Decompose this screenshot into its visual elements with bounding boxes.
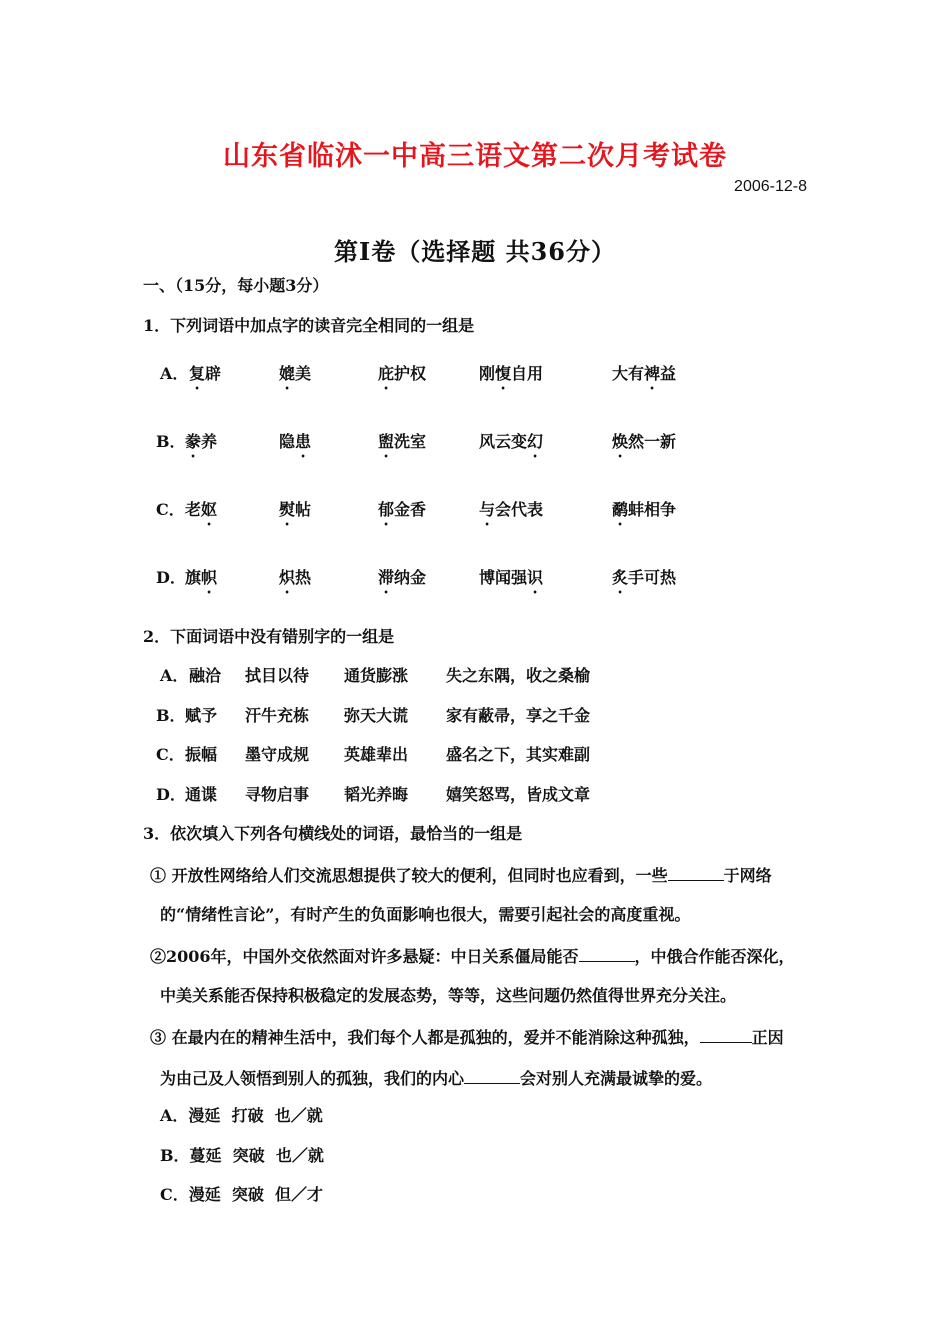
q2-option-b-word-4: 家有蔽帚，享之千金 xyxy=(446,706,591,725)
fill-blank xyxy=(700,1026,752,1043)
q1-option-a-word-1: 复辟 xyxy=(189,364,222,383)
q1-option-a-label: A． xyxy=(160,364,189,383)
q3-s2-part-b: ，中俄合作能否深化， xyxy=(634,947,795,966)
q2-option-b-word-3: 弥天大谎 xyxy=(344,706,409,725)
part-heading: 一、（15分，每小题3分） xyxy=(143,276,329,295)
q1-option-d-word-2: 炽热 xyxy=(279,568,312,587)
q1-option-c-word-3: 郁金香 xyxy=(378,500,427,519)
fill-blank xyxy=(668,864,724,881)
q3-sentence-3-line-2 xyxy=(160,1067,712,1089)
q3-sentence-2-line-1 xyxy=(150,945,795,967)
emphasized-char: 与 xyxy=(479,500,496,519)
emphasized-char: 豢 xyxy=(185,432,202,451)
emphasized-char: 炙 xyxy=(612,568,629,587)
q2-option-b-word-1: 赋予 xyxy=(185,706,218,725)
q1-option-a-word-5: 大有裨益 xyxy=(612,364,677,383)
q2-option-c-word-4: 盛名之下，其实难副 xyxy=(446,745,591,764)
q3-s1-part-b: 于网络 xyxy=(723,866,772,885)
q1-stem: 1．下列词语中加点字的读音完全相同的一组是 xyxy=(143,316,475,335)
emphasized-char: 识 xyxy=(527,568,544,587)
q3-option-b xyxy=(160,1146,324,1166)
q3-option-b-label: B． xyxy=(160,1146,190,1165)
emphasized-char: 郁 xyxy=(378,500,395,519)
q2-option-b-word-2: 汗牛充栋 xyxy=(245,706,310,725)
fill-blank xyxy=(579,945,635,962)
emphasized-char: 患 xyxy=(295,432,312,451)
q1-option-b-word-3: 盥洗室 xyxy=(378,432,427,451)
q2-option-c-word-3: 英雄辈出 xyxy=(344,745,409,764)
q3-option-b-text: 蔓延 突破 也／就 xyxy=(189,1146,324,1165)
q1-option-d-word-5: 炙手可热 xyxy=(612,568,677,587)
q3-sentence-1-line-2: 的“情绪性言论”，有时产生的负面影响也很大，需要引起社会的高度重视。 xyxy=(160,905,691,924)
q2-option-d-word-3: 韬光养晦 xyxy=(344,785,409,804)
emphasized-char: 盥 xyxy=(378,432,395,451)
q1-option-c-word-5: 鹬蚌相争 xyxy=(612,500,677,519)
q2-option-a-word-1: 融洽 xyxy=(189,666,222,685)
fill-blank xyxy=(464,1067,520,1084)
emphasized-char: 妪 xyxy=(201,500,218,519)
emphasized-char: 愎 xyxy=(495,364,512,383)
emphasized-char: 裨 xyxy=(644,364,661,383)
q1-option-d-word-1: 旗帜 xyxy=(185,568,218,587)
q3-option-a xyxy=(160,1106,323,1126)
q1-option-d-word-4: 博闻强识 xyxy=(479,568,544,587)
q2-option-b-label: B． xyxy=(156,706,186,725)
emphasized-char: 焕 xyxy=(612,432,629,451)
q2-option-a-word-4: 失之东隅，收之桑榆 xyxy=(446,666,591,685)
page-title: 山东省临沭一中高三语文第二次月考试卷 xyxy=(223,141,727,172)
q3-sentence-2-line-2: 中美关系能否保持积极稳定的发展态势，等等，这些问题仍然值得世界充分关注。 xyxy=(160,986,737,1005)
q1-option-c-word-4: 与会代表 xyxy=(479,500,544,519)
emphasized-char: 鹬 xyxy=(612,500,629,519)
q1-option-d-label: D． xyxy=(156,568,186,587)
emphasized-char: 幻 xyxy=(527,432,544,451)
q2-option-d-word-4: 嬉笑怒骂，皆成文章 xyxy=(446,785,591,804)
q3-s2-part-a: ②2006年，中国外交依然面对许多悬疑：中日关系僵局能否 xyxy=(150,947,579,966)
q2-option-c-word-2: 墨守成规 xyxy=(245,745,310,764)
q3-option-c-label: C． xyxy=(160,1185,189,1204)
q2-option-a-label: A． xyxy=(160,666,189,685)
q3-option-a-text: 漫延 打破 也／就 xyxy=(188,1106,323,1125)
emphasized-char: 媲 xyxy=(279,364,296,383)
q3-s3-part-c: 为由己及人领悟到别人的孤独，我们的内心 xyxy=(160,1069,465,1088)
emphasized-char: 帜 xyxy=(201,568,218,587)
q1-option-b-word-4: 风云变幻 xyxy=(479,432,544,451)
q3-sentence-3-line-1 xyxy=(150,1026,784,1048)
q1-option-c-label: C． xyxy=(156,500,185,519)
q1-option-b-label: B． xyxy=(156,432,186,451)
q1-option-a-word-4: 刚愎自用 xyxy=(479,364,544,383)
section-title: 第Ⅰ卷（选择题 共36分） xyxy=(334,237,616,266)
q1-option-c-word-2: 熨帖 xyxy=(279,500,312,519)
emphasized-char: 熨 xyxy=(279,500,296,519)
q3-option-c-text: 漫延 突破 但／才 xyxy=(188,1185,324,1204)
q3-sentence-1-line-1 xyxy=(150,864,772,886)
q1-option-b-word-2: 隐患 xyxy=(279,432,312,451)
exam-date: 2006-12-8 xyxy=(734,178,807,195)
q2-option-d-word-2: 寻物启事 xyxy=(245,785,310,804)
q3-option-c xyxy=(160,1185,323,1205)
q3-s3-part-d: 会对别人充满最诚挚的爱。 xyxy=(520,1069,713,1088)
q2-option-c-label: C． xyxy=(156,745,185,764)
q2-option-a-word-2: 拭目以待 xyxy=(245,666,310,685)
q1-option-d-word-3: 滞纳金 xyxy=(378,568,427,587)
emphasized-char: 滞 xyxy=(378,568,395,587)
q1-option-b-word-1: 豢养 xyxy=(185,432,218,451)
q2-option-a-word-3: 通货膨涨 xyxy=(344,666,409,685)
q2-stem: 2．下面词语中没有错别字的一组是 xyxy=(143,627,395,646)
q1-option-b-word-5: 焕然一新 xyxy=(612,432,677,451)
q3-s3-part-b: 正因 xyxy=(751,1028,784,1047)
emphasized-char: 炽 xyxy=(279,568,296,587)
q3-s1-part-a: ① 开放性网络给人们交流思想提供了较大的便利，但同时也应看到，一些 xyxy=(150,866,668,885)
q1-option-a-word-3: 庇护权 xyxy=(378,364,427,383)
q2-option-d-word-1: 通谍 xyxy=(185,785,218,804)
q1-option-a-word-2: 媲美 xyxy=(279,364,312,383)
q3-stem: 3．依次填入下列各句横线处的词语，最恰当的一组是 xyxy=(143,824,523,843)
q3-option-a-label: A． xyxy=(160,1106,189,1125)
q1-option-c-word-1: 老妪 xyxy=(185,500,218,519)
emphasized-char: 庇 xyxy=(378,364,395,383)
q2-option-c-word-1: 振幅 xyxy=(185,745,218,764)
q2-option-d-label: D． xyxy=(156,785,186,804)
emphasized-char: 复 xyxy=(189,364,206,383)
q3-s3-part-a: ③ 在最内在的精神生活中，我们每个人都是孤独的，爱并不能消除这种孤独， xyxy=(150,1028,700,1047)
